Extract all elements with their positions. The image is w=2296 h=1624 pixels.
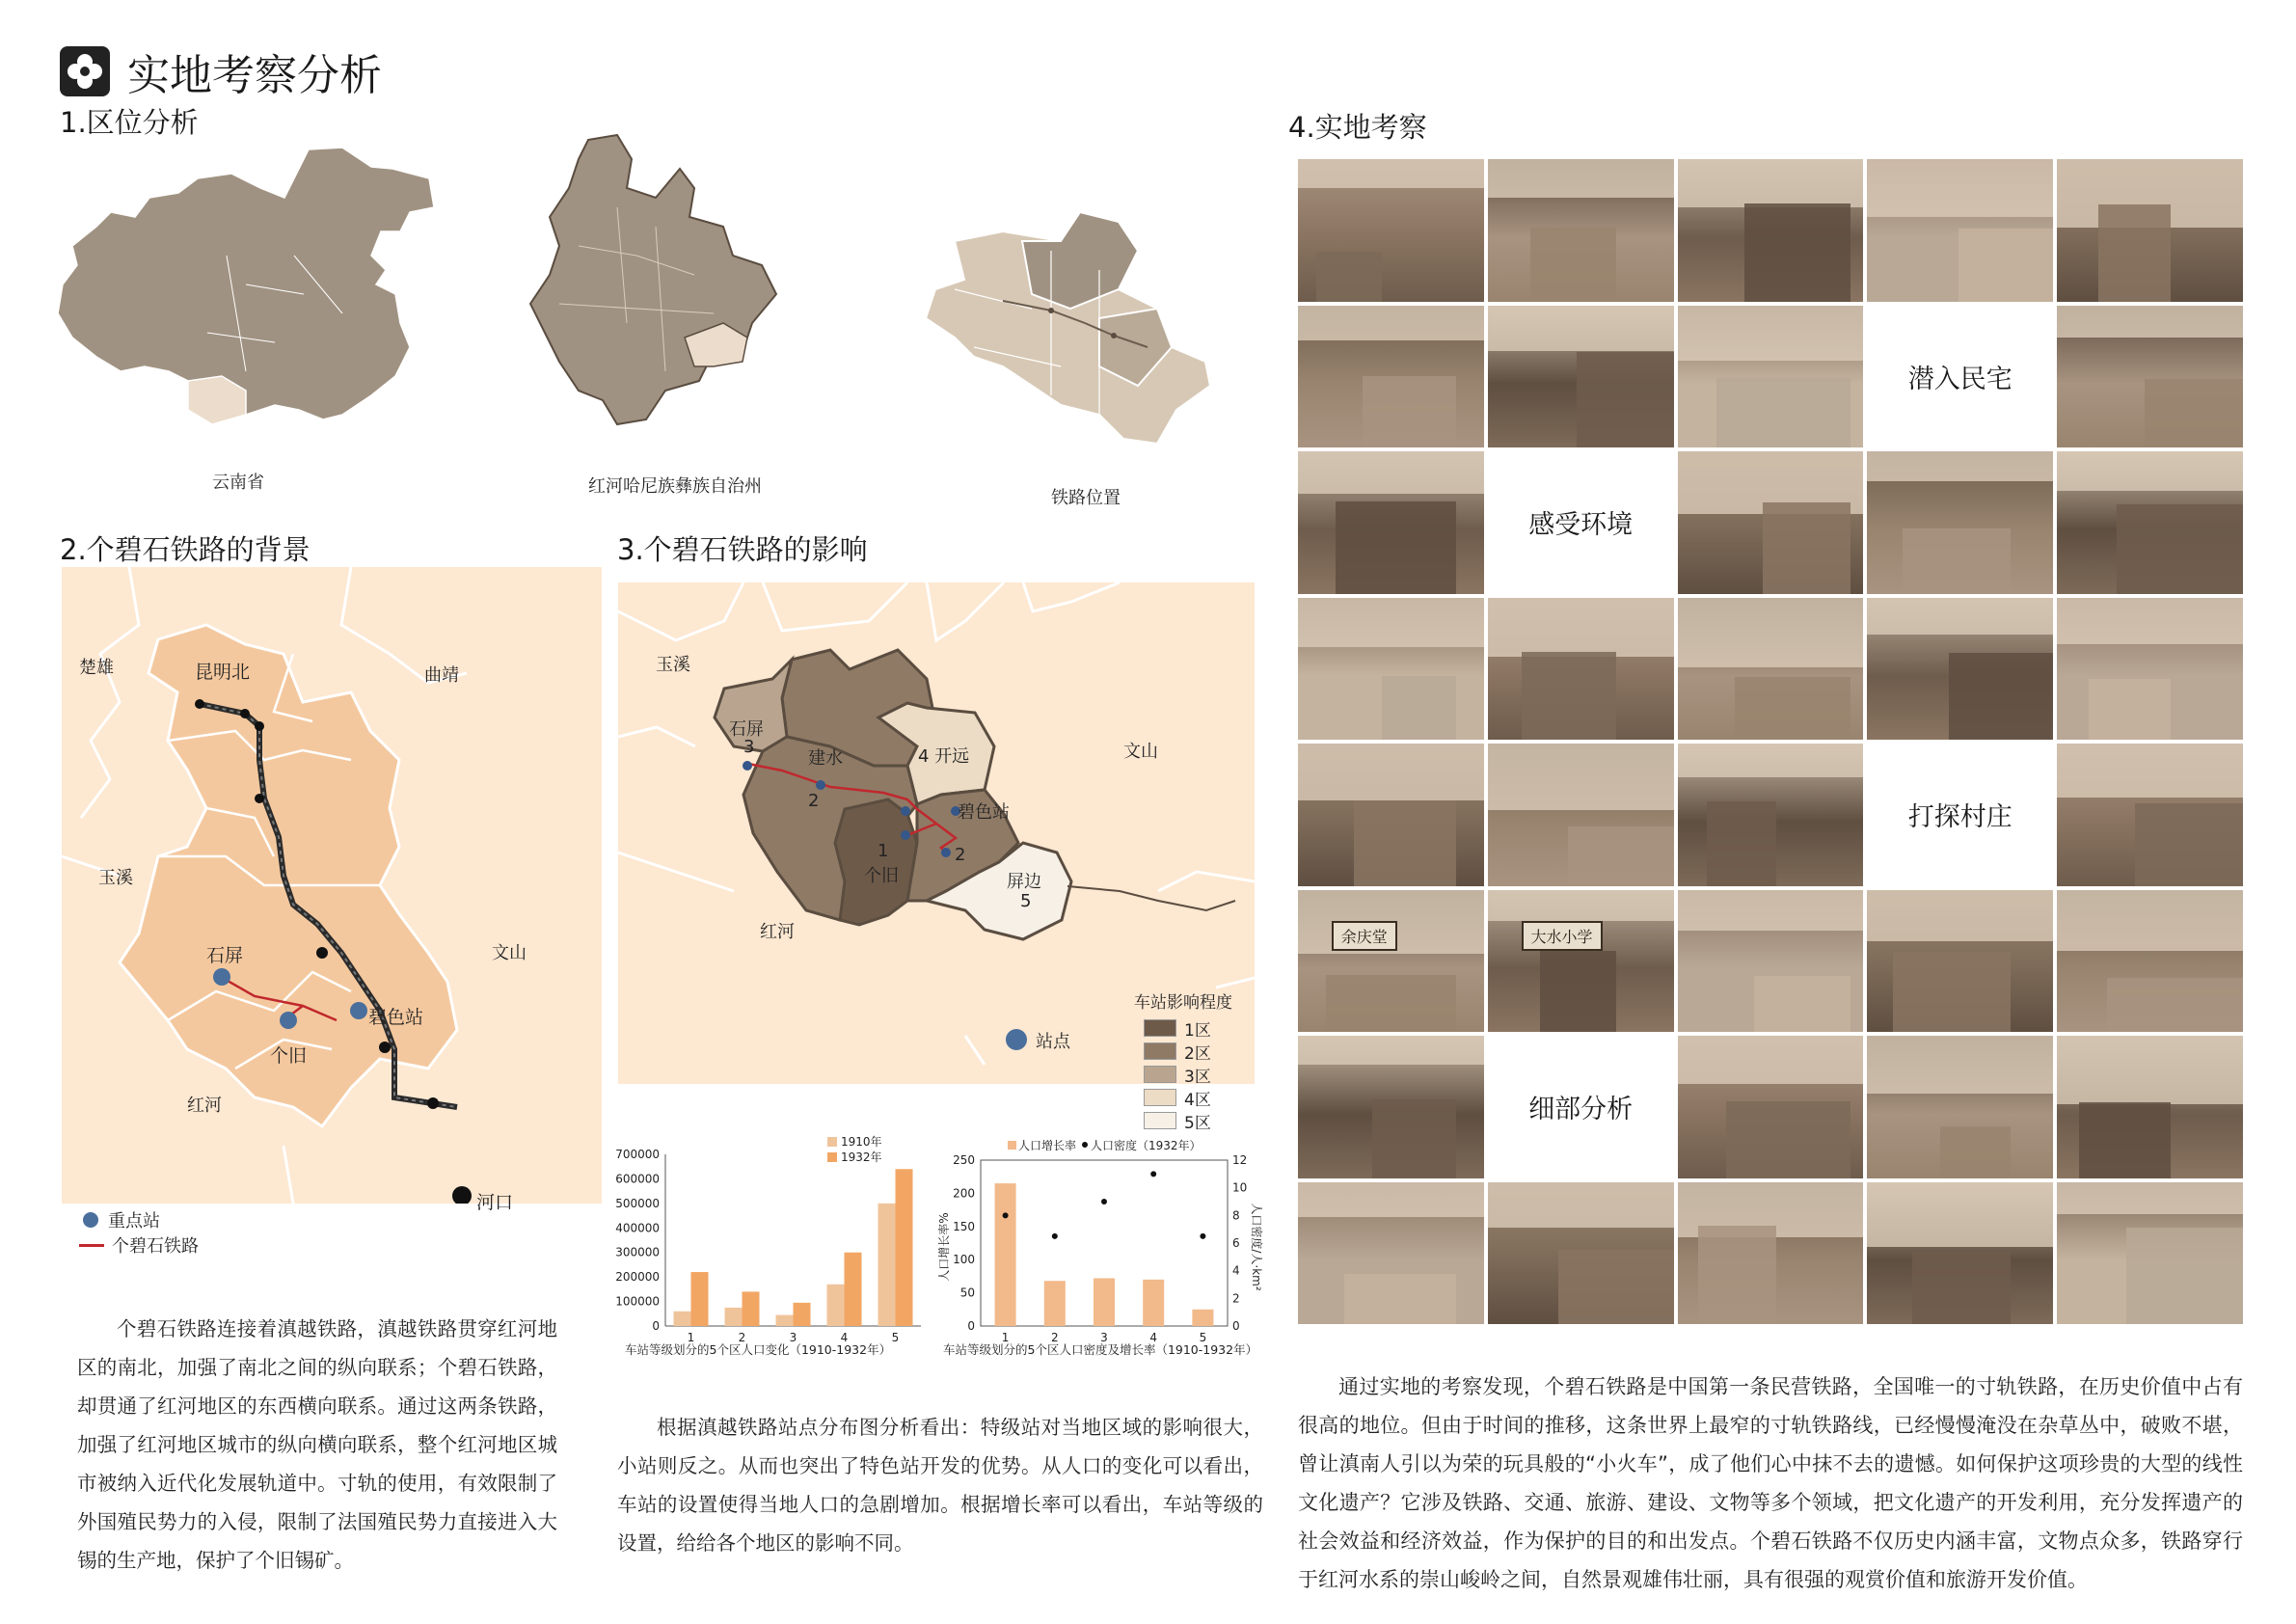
legend-railway xyxy=(79,1232,199,1258)
survey-photo xyxy=(1298,744,1484,886)
photo-sky xyxy=(2057,451,2243,491)
section4-title: 4.实地考察 xyxy=(1288,111,1427,144)
photo-structure xyxy=(1893,952,2010,1032)
influence-legend xyxy=(1134,988,1232,1132)
zone-bise-num: 2 xyxy=(955,845,966,865)
photo-sky xyxy=(1488,744,1674,810)
zone-jianshui-num: 2 xyxy=(808,791,820,811)
population-change-chart xyxy=(598,1133,931,1360)
influence-legend-items xyxy=(1134,1016,1232,1132)
survey-photo xyxy=(1298,1036,1484,1178)
photo-structure xyxy=(1698,1226,1776,1324)
chart1-x-tick: 2 xyxy=(738,1331,746,1344)
station-kunming: 昆明北 xyxy=(195,662,251,683)
chart2-dot xyxy=(1003,1212,1009,1218)
photo-structure xyxy=(1382,676,1456,740)
chart2-dot xyxy=(1052,1233,1058,1239)
photo-sky xyxy=(1867,1036,2053,1094)
photo-sky xyxy=(1867,451,2053,481)
photo-sky xyxy=(1298,744,1484,800)
survey-photo xyxy=(1488,159,1674,302)
survey-photo xyxy=(1678,451,1864,594)
influence-legend-label: 3区 xyxy=(1184,1067,1211,1087)
chart1-title: 车站等级划分的5个区人口变化（1910-1932年） xyxy=(625,1342,892,1357)
chart1-legend-swatch xyxy=(827,1152,837,1162)
photo-structure xyxy=(1530,228,1616,302)
survey-photo xyxy=(1678,890,1864,1033)
section3-paragraph: 根据滇越铁路站点分布图分析看出：特级站对当地区域的影响很大，小站则反之。从而也突出了特色站开发的优势。从人口的变化可以看出，车站的设置使得当地人口的急剧增加。根据增长率可以看出，车站等级的设置，给给各个地区的影响不同。 xyxy=(617,1416,1263,1555)
section3-title: 3.个碧石铁路的影响 xyxy=(617,533,868,566)
flower-icon xyxy=(60,46,110,96)
survey-photo xyxy=(2057,890,2243,1033)
density-growth-chart xyxy=(931,1133,1263,1360)
chart1-y-tick: 0 xyxy=(652,1319,660,1333)
survey-photo xyxy=(2057,1036,2243,1178)
photo-structure xyxy=(1577,352,1673,447)
chart2-x-tick: 5 xyxy=(1199,1331,1207,1344)
chart1-legend-label: 1932年 xyxy=(841,1150,882,1164)
survey-photo xyxy=(1678,1182,1864,1325)
photo-structure xyxy=(1326,975,1456,1032)
chart1-y-tick: 200000 xyxy=(615,1270,660,1285)
survey-photo xyxy=(2057,451,2243,594)
zone-kaiyuan xyxy=(918,743,969,768)
china-map xyxy=(53,140,448,458)
influence-legend-swatch xyxy=(1144,1112,1176,1129)
photo-sky xyxy=(1298,306,1484,341)
photo-structure xyxy=(2117,504,2243,594)
chart1-y-tick: 700000 xyxy=(615,1148,660,1161)
photo-sky xyxy=(1488,159,1674,198)
zone-shiping-num: 3 xyxy=(743,737,755,757)
survey-photo xyxy=(1867,159,2053,302)
survey-photo xyxy=(2057,1182,2243,1325)
photo-structure xyxy=(1363,376,1455,447)
survey-photo xyxy=(1298,451,1484,594)
influence-legend-item xyxy=(1144,1040,1232,1063)
photo-structure xyxy=(2145,379,2243,447)
photo-sky xyxy=(1678,744,1864,777)
photo-structure xyxy=(1540,951,1616,1032)
photo-sky xyxy=(2057,744,2243,798)
chart2-bar xyxy=(1192,1310,1213,1326)
place-qujing: 曲靖 xyxy=(424,665,459,686)
photo-sky xyxy=(1678,598,1864,667)
photo-structure xyxy=(1726,1101,1850,1178)
photo-sky xyxy=(1678,1036,1864,1084)
map-label-yunnan: 云南省 xyxy=(212,473,264,493)
chart2-title: 车站等级划分的5个区人口密度及增长率（1910-1932年） xyxy=(943,1342,1258,1357)
chart1-x-tick: 1 xyxy=(687,1331,695,1344)
legend-station xyxy=(83,1207,160,1232)
influence-legend-label: 4区 xyxy=(1184,1090,1211,1110)
place-honghe: 红河 xyxy=(187,1096,222,1116)
photo-sky xyxy=(2057,1182,2243,1215)
photo-structure xyxy=(1763,502,1850,593)
chart1-y-tick: 500000 xyxy=(615,1196,660,1210)
photo-sky xyxy=(1298,1182,1484,1218)
photo-structure xyxy=(1940,1126,2011,1177)
chart2-legend-dot-swatch xyxy=(1082,1142,1088,1148)
photo-sky xyxy=(1678,890,1864,932)
place3-honghe: 红河 xyxy=(760,922,795,942)
photo-grid-label: 潜入民宅 xyxy=(1867,306,2053,448)
photo-structure xyxy=(1558,1250,1674,1324)
photo-structure xyxy=(1522,652,1616,740)
place3-wenshan: 文山 xyxy=(1123,742,1158,762)
survey-photo xyxy=(1678,598,1864,741)
chart2-y-label: 人口增长率% xyxy=(937,1212,951,1282)
station-gejiu: 个旧 xyxy=(270,1045,308,1067)
photo-structure xyxy=(1372,1099,1456,1177)
photo-sky xyxy=(1298,1036,1484,1065)
photo-grid-label: 细部分析 xyxy=(1488,1036,1674,1178)
photo-sky xyxy=(1867,598,2053,635)
zone-kaiyuan-label: 开远 xyxy=(934,746,970,767)
yunnan-map xyxy=(521,130,849,439)
chart1-bar xyxy=(878,1204,896,1326)
zone-gejiu-num: 1 xyxy=(878,841,889,861)
page-title: 实地考察分析 xyxy=(127,51,382,100)
chart2-dot xyxy=(1200,1233,1205,1239)
chart2-y2-tick: 4 xyxy=(1232,1263,1240,1278)
survey-photo xyxy=(1298,598,1484,741)
chart1-bar xyxy=(845,1253,862,1326)
photo-sign: 大水小学 xyxy=(1522,921,1603,951)
survey-photo xyxy=(1488,744,1674,886)
chart2-y-tick: 150 xyxy=(953,1219,975,1233)
chart1-bar xyxy=(743,1291,760,1326)
zone-jianshui: 建水 xyxy=(808,748,843,769)
chart1-x-tick: 5 xyxy=(891,1331,900,1344)
chart1-bar xyxy=(725,1308,743,1326)
chart1-bar xyxy=(827,1285,845,1326)
influence-legend-swatch xyxy=(1144,1019,1176,1037)
photo-sky xyxy=(1488,306,1674,351)
chart1-bar xyxy=(776,1315,794,1326)
photo-grid-label: 打探村庄 xyxy=(1867,744,2053,886)
chart2-legend-dot-label: 人口密度（1932年） xyxy=(1091,1139,1202,1152)
chart2-legend-bar-label: 人口增长率 xyxy=(1018,1139,1077,1152)
chart2-y2-tick: 6 xyxy=(1232,1236,1240,1250)
chart2-y2-tick: 8 xyxy=(1232,1208,1240,1223)
section2-paragraph: 个碧石铁路连接着滇越铁路，滇越铁路贯穿红河地区的南北，加强了南北之间的纵向联系；个碧石铁路，却贯通了红河地区的东西横向联系。通过这两条铁路，加强了红河地区城市的纵向横向联系，整个红河地区城市被纳入近代化发展轨道中。寸轨的使用，有效限制了外国殖民势力的入侵，限制了法国殖民势力直接进入大锡的生产地，保护了个旧锡矿。 xyxy=(77,1317,557,1572)
photo-sign: 余庆堂 xyxy=(1332,921,1397,951)
influence-legend-swatch xyxy=(1144,1089,1176,1106)
chart2-x-tick: 3 xyxy=(1100,1331,1108,1344)
photo-structure xyxy=(2089,679,2171,740)
photo-structure xyxy=(1716,378,1850,447)
survey-photo xyxy=(1678,306,1864,448)
chart1-legend-label: 1910年 xyxy=(841,1135,882,1149)
photo-sky xyxy=(1298,159,1484,188)
chart2-x-tick: 1 xyxy=(1001,1331,1010,1344)
survey-photo xyxy=(1488,306,1674,448)
photo-structure xyxy=(1354,800,1456,886)
survey-photo xyxy=(1867,451,2053,594)
influence-legend-swatch xyxy=(1144,1042,1176,1060)
photo-sky xyxy=(2057,598,2243,645)
survey-photo xyxy=(1867,1036,2053,1178)
photo-structure xyxy=(1316,252,1381,302)
zone-shiping: 石屏 xyxy=(729,719,764,740)
photo-structure xyxy=(1344,1274,1456,1324)
station-shiping: 石屏 xyxy=(206,945,244,966)
survey-photo xyxy=(2057,306,2243,448)
map-label-honghe: 红河哈尼族彝族自治州 xyxy=(588,476,762,497)
survey-photo xyxy=(1678,1036,1864,1178)
photo-sky xyxy=(1298,451,1484,494)
chart2-y2-tick: 10 xyxy=(1232,1180,1248,1195)
influence-legend-item xyxy=(1144,1063,1232,1086)
photo-structure xyxy=(2135,803,2243,886)
influence-legend-item xyxy=(1144,1086,1232,1109)
survey-photo xyxy=(1867,1182,2053,1325)
chart2-y2-label: 人口密度/人·km² xyxy=(1250,1203,1263,1291)
chart1-x-tick: 4 xyxy=(840,1331,849,1344)
survey-photo xyxy=(1867,890,2053,1033)
photo-sky xyxy=(1678,306,1864,362)
chart2-x-tick: 2 xyxy=(1050,1331,1059,1344)
chart2-y-tick: 50 xyxy=(959,1286,975,1300)
place-yuxi: 玉溪 xyxy=(98,868,133,888)
chart1-y-tick: 100000 xyxy=(615,1294,660,1309)
influence-legend-item xyxy=(1144,1109,1232,1132)
section4-paragraph: 通过实地的考察发现，个碧石铁路是中国第一条民营铁路，全国唯一的寸轨铁路，在历史价值中占有很高的地位。但由于时间的推移，这条世界上最窄的寸轨铁路线，已经慢慢淹没在杂草丛中，破败不堪，曾让滇南人引以为荣的玩具般的“小火车”，成了他们心中抹不去的遗憾。如何保护这项珍贵的大型的线性文化遗产？它涉及铁路、交通、旅游、建设、文物等多个领域，把文化遗产的开发利用，充分发挥遗产的社会效益和经济效益，作为保护的目的和出发点。个碧石铁路不仅历史内涵丰富，文物点众多，铁路穿行于红河水系的崇山峻岭之间，自然景观雄伟壮丽，具有很强的观赏价值和旅游开发价值。 xyxy=(1298,1375,2243,1591)
legend-station-label: 重点站 xyxy=(108,1211,160,1232)
photo-structure xyxy=(1958,229,2053,301)
zone-kaiyuan-num: 4 xyxy=(918,746,930,767)
survey-photo xyxy=(1298,1182,1484,1325)
chart1-x-tick: 3 xyxy=(789,1331,797,1344)
survey-photo xyxy=(1488,598,1674,741)
photo-sky xyxy=(1488,890,1674,921)
photo-structure xyxy=(1903,528,2011,594)
chart1-bar xyxy=(674,1312,691,1326)
chart2-legend-bar-swatch xyxy=(1008,1141,1016,1150)
survey-photo xyxy=(2057,159,2243,302)
influence-legend-title: 车站影响程度 xyxy=(1134,993,1232,1013)
survey-photo xyxy=(1867,598,2053,741)
station-hekou: 河口 xyxy=(476,1192,514,1213)
place-chuxiong: 楚雄 xyxy=(79,658,114,678)
chart1-y-tick: 300000 xyxy=(615,1245,660,1259)
legend-station3-label: 站点 xyxy=(1036,1032,1070,1052)
photo-sky xyxy=(1488,1182,1674,1228)
chart1-bar xyxy=(896,1169,913,1326)
photo-structure xyxy=(1735,677,1850,740)
photo-sky xyxy=(1867,890,2053,941)
chart2-y2-tick: 12 xyxy=(1232,1153,1248,1167)
chart2-bar xyxy=(1094,1278,1115,1326)
chart2-bar xyxy=(1143,1280,1164,1326)
photo-sky xyxy=(1867,159,2053,217)
railway-location-map xyxy=(916,203,1225,463)
zone-pingbian: 屏边 xyxy=(1007,872,1041,892)
station-bise: 碧色站 xyxy=(368,1007,424,1028)
chart2-dot xyxy=(1150,1171,1156,1177)
photo-structure xyxy=(1568,826,1674,886)
chart1-legend-swatch xyxy=(827,1137,837,1147)
influence-legend-item xyxy=(1144,1016,1232,1040)
chart2-y-tick: 0 xyxy=(967,1319,975,1333)
survey-photo xyxy=(1488,890,1674,1033)
influence-legend-label: 2区 xyxy=(1184,1043,1211,1064)
chart1-bar xyxy=(794,1303,811,1326)
chart2-x-tick: 4 xyxy=(1149,1331,1158,1344)
survey-photo xyxy=(1488,1182,1674,1325)
chart2-y2-tick: 0 xyxy=(1232,1319,1240,1333)
photo-sky xyxy=(1298,598,1484,648)
chart2-y-tick: 100 xyxy=(953,1253,975,1267)
photo-structure xyxy=(1912,1252,2011,1324)
photo-structure xyxy=(2098,204,2171,301)
chart2-bar xyxy=(1044,1281,1066,1326)
chart2-bar xyxy=(995,1183,1016,1326)
survey-photo xyxy=(1298,890,1484,1033)
section1-title: 1.区位分析 xyxy=(60,106,199,139)
page-title-block xyxy=(60,41,382,102)
photo-sky xyxy=(2057,1036,2243,1104)
photo-structure xyxy=(1949,653,2053,740)
chart2-y-tick: 250 xyxy=(953,1153,975,1167)
photo-structure xyxy=(2079,1102,2170,1177)
chart1-y-tick: 600000 xyxy=(615,1172,660,1186)
zone-bise: 碧色站 xyxy=(958,802,1010,823)
photo-structure xyxy=(2107,978,2243,1032)
photo-structure xyxy=(1744,203,1850,302)
zone-pingbian-num: 5 xyxy=(1020,891,1032,911)
photo-sky xyxy=(2057,890,2243,951)
influence-legend-label: 5区 xyxy=(1184,1113,1211,1133)
photo-structure xyxy=(1754,976,1850,1032)
map-label-railway: 铁路位置 xyxy=(1051,488,1121,508)
survey-photo xyxy=(1298,306,1484,448)
chart2-dot xyxy=(1101,1199,1107,1204)
zone-gejiu: 个旧 xyxy=(864,866,899,886)
survey-photo-grid xyxy=(1298,159,2243,1324)
influence-legend-label: 1区 xyxy=(1184,1020,1211,1041)
place-wenshan: 文山 xyxy=(492,943,527,963)
survey-photo xyxy=(2057,744,2243,886)
survey-photo xyxy=(1678,159,1864,302)
photo-sky xyxy=(1488,598,1674,658)
chart2-y2-tick: 2 xyxy=(1232,1291,1240,1306)
chart1-y-tick: 400000 xyxy=(615,1221,660,1235)
photo-structure xyxy=(1707,801,1775,885)
legend-railway-label: 个碧石铁路 xyxy=(112,1236,199,1257)
photo-grid-label: 感受环境 xyxy=(1488,451,1674,594)
section2-title: 2.个碧石铁路的背景 xyxy=(60,533,311,566)
survey-photo xyxy=(2057,598,2243,741)
photo-sky xyxy=(1867,1182,2053,1248)
background-map xyxy=(62,567,602,1204)
influence-legend-swatch xyxy=(1144,1066,1176,1083)
photo-structure xyxy=(1336,501,1456,594)
place3-yuxi: 玉溪 xyxy=(656,655,690,675)
photo-sky xyxy=(1678,159,1864,207)
chart1-bar xyxy=(691,1272,709,1326)
survey-photo xyxy=(1678,744,1864,886)
photo-structure xyxy=(2126,1228,2243,1324)
survey-photo xyxy=(1298,159,1484,302)
photo-sky xyxy=(2057,306,2243,338)
chart2-y-tick: 200 xyxy=(953,1186,975,1201)
